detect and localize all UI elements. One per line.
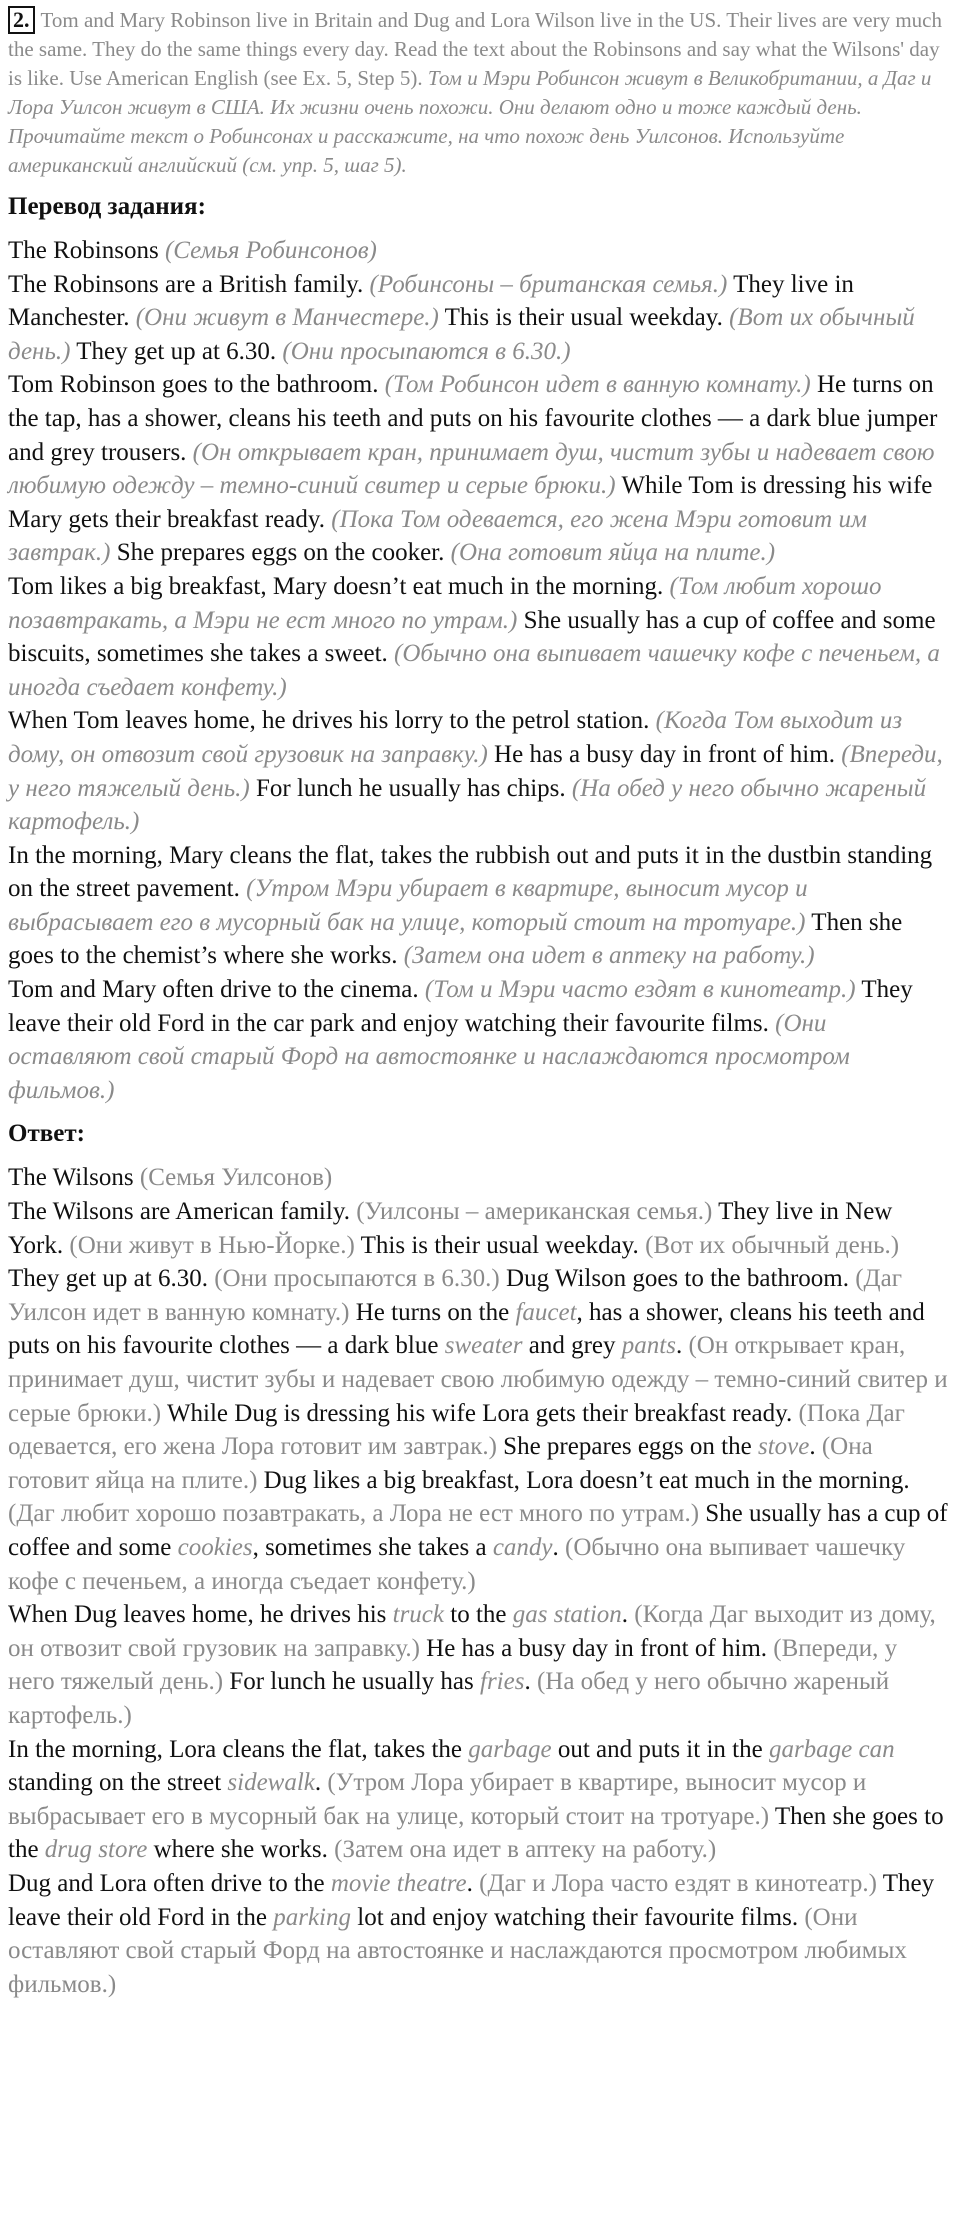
sentence-ru: (Утром Лора убирает в квартире, выносит мусор и выбрасывает его в мусорный бак на улице, который стоит на тротуаре.) xyxy=(8,1769,867,1830)
sentence-en: She prepares eggs on the xyxy=(496,1433,758,1461)
american-term: fries xyxy=(480,1668,525,1696)
sentence-en: . xyxy=(466,1869,480,1897)
sentence-ru: (Даг и Лора часто ездят в кинотеатр.) xyxy=(479,1869,877,1897)
translation-paragraph-5 xyxy=(8,839,948,973)
task-number: 2. xyxy=(8,6,35,34)
sentence-en: Tom Robinson goes to the bathroom. xyxy=(8,371,385,399)
sentence-en: , sometimes she takes a xyxy=(252,1533,493,1561)
sentence-ru: (Она готовит яйца на плите.) xyxy=(8,1433,873,1494)
translation-title xyxy=(8,234,948,268)
sentence-ru: (Они оставляют свой старый Форд на автостоянке и наслаждаются просмотром фильмов.) xyxy=(8,1009,850,1104)
answer-title xyxy=(8,1161,948,1195)
sentence-ru: (Даг любит хорошо позавтракать, а Лора не ест много по утрам.) xyxy=(8,1500,700,1528)
sentence-en: The Wilsons are American family. xyxy=(8,1198,357,1226)
sentence-en: where she works. xyxy=(147,1836,335,1864)
sentence-en: to the xyxy=(444,1601,513,1629)
answer-paragraph-2 xyxy=(8,1598,948,1732)
sentence-en: lot and enjoy watching their favourite films. xyxy=(351,1903,805,1931)
sentence-en: . xyxy=(552,1533,566,1561)
sentence-ru: (Обычно она выпивает чашечку кофе с печеньем, а иногда съедает конфету.) xyxy=(8,640,940,701)
answer-paragraph-3 xyxy=(8,1733,948,1867)
sentence-en: standing on the street xyxy=(8,1769,228,1797)
sentence-ru: (Они живут в Нью-Йорке.) xyxy=(69,1231,355,1259)
sentence-en: Dug Wilson goes to the bathroom. xyxy=(499,1265,856,1293)
sentence-ru: (Они оставляют свой старый Форд на автостоянке и наслаждаются просмотром любимых фильмов.) xyxy=(8,1903,907,1998)
sentence-en: . xyxy=(524,1668,537,1696)
sentence-ru: (Вот их обычный день.) xyxy=(645,1231,900,1259)
task-instruction-en: Tom and Mary Robinson live in Britain and Dug and Lora Wilson live in the US. Their lives are very much the same. They do the same things every day. Read the text about the Robinsons and say what the Wilsons' day is like. Use American English (see Ex. 5, Step 5). xyxy=(8,8,942,90)
sentence-ru: (На обед у него обычно жареный картофель.) xyxy=(8,1668,890,1729)
american-term: faucet xyxy=(515,1298,577,1326)
translation-title-ru: (Семья Робинсонов) xyxy=(164,237,377,264)
task-instruction-ru: Том и Мэри Робинсон живут в Великобритании, а Даг и Лора Уилсон живут в США. Их жизни очень похожи. Они делают одно и тоже каждый день. Прочитайте текст о Робинсонах и расскажите, на что похож день Уилсонов. Используйте американский английский (см. упр. 5, шаг 5). xyxy=(8,66,932,177)
sentence-ru: (Робинсоны – британская семья.) xyxy=(369,270,728,298)
sentence-ru: (Затем она идет в аптеку на работу.) xyxy=(403,942,815,970)
sentence-ru: (Затем она идет в аптеку на работу.) xyxy=(334,1836,717,1864)
translation-heading: Перевод задания: xyxy=(8,193,206,220)
sentence-ru: (Он открывает кран, принимает душ, чистит зубы и надевает свою любимую одежду – темно-синий свитер и серые брюки.) xyxy=(8,1332,948,1427)
sentence-en: He turns on the tap, has a shower, cleans his teeth and puts on his favourite clothes — a dark blue jumper and grey trousers. xyxy=(8,371,938,466)
translation-paragraph-6 xyxy=(8,973,948,1107)
sentence-ru: (Они живут в Манчестере.) xyxy=(135,304,439,332)
sentence-en: Then she goes to the chemist’s where she works. xyxy=(8,908,903,970)
sentence-ru: (Даг Уилсон идет в ванную комнату.) xyxy=(8,1265,902,1326)
sentence-en: He has a busy day in front of him. xyxy=(419,1634,774,1662)
american-term: truck xyxy=(392,1601,444,1629)
sentence-ru: (Том любит хорошо позавтракать, а Мэри не ест много по утрам.) xyxy=(8,572,882,634)
american-term: pants xyxy=(621,1332,676,1360)
sentence-en: out and puts it in the xyxy=(551,1735,769,1763)
answer-paragraph-1 xyxy=(8,1195,948,1598)
sentence-ru: (Вот их обычный день.) xyxy=(8,304,915,365)
sentence-ru: (Они просыпаются в 6.30.) xyxy=(214,1265,500,1293)
sentence-ru: (Уилсоны – американская семья.) xyxy=(356,1198,713,1226)
sentence-ru: (Обычно она выпивает чашечку кофе с печеньем, а иногда съедает конфету.) xyxy=(8,1533,906,1595)
sentence-en: She usually has a cup of coffee and some biscuits, sometimes she takes a sweet. xyxy=(8,606,936,668)
sentence-en: For lunch he usually has chips. xyxy=(249,774,572,802)
sentence-en: While Dug is dressing his wife Lora gets their breakfast ready. xyxy=(161,1399,799,1427)
american-term: sweater xyxy=(444,1332,523,1360)
american-term: garbage xyxy=(468,1735,552,1763)
sentence-en: When Dug leaves home, he drives his xyxy=(8,1601,393,1629)
translation-text xyxy=(8,234,948,1107)
sentence-en: Dug likes a big breakfast, Lora doesn’t eat much in the morning. xyxy=(257,1466,910,1494)
answer-title-ru: (Семья Уилсонов) xyxy=(139,1164,333,1192)
sentence-en: . xyxy=(675,1332,689,1360)
sentence-en: While Tom is dressing his wife Mary gets their breakfast ready. xyxy=(8,472,933,533)
sentence-ru: (Том и Мэри часто ездят в кинотеатр.) xyxy=(424,976,856,1004)
american-term: parking xyxy=(273,1903,351,1931)
sentence-ru: (Утром Мэри убирает в квартире, выносит мусор и выбрасывает его в мусорный бак на улице, который стоит на тротуаре.) xyxy=(8,875,808,936)
sentence-ru: (Впереди, у него тяжелый день.) xyxy=(8,740,943,802)
translation-paragraph-1 xyxy=(8,268,948,369)
sentence-en: In the morning, Mary cleans the flat, takes the rubbish out and puts it in the dustbin standing on the street pavement. xyxy=(8,841,933,903)
sentence-en: They leave their old Ford in the car park and enjoy watching their favourite films. xyxy=(8,976,913,1037)
sentence-ru: (Пока Даг одевается, его жена Лора готовит им завтрак.) xyxy=(8,1399,905,1461)
sentence-en: Tom and Mary often drive to the cinema. xyxy=(8,976,425,1004)
sentence-en: They get up at 6.30. xyxy=(70,337,283,365)
sentence-en: She prepares eggs on the cooker. xyxy=(110,539,451,567)
sentence-ru: (Пока Том одевается, его жена Мэри готовит им завтрак.) xyxy=(8,505,867,567)
sentence-en: The Robinsons are a British family. xyxy=(8,270,370,298)
sentence-ru: (Когда Том выходит из дому, он отвозит свой грузовик на заправку.) xyxy=(8,707,903,768)
sentence-en: , has a shower, cleans his teeth and puts on his favourite clothes — a dark blue xyxy=(8,1298,925,1360)
sentence-ru: (Она готовит яйца на плите.) xyxy=(450,539,776,567)
sentence-ru: (Когда Даг выходит из дому, он отвозит свой грузовик на заправку.) xyxy=(8,1601,936,1662)
american-term: stove xyxy=(757,1433,810,1461)
sentence-en: She usually has a cup of coffee and some xyxy=(8,1500,948,1561)
translation-paragraph-3 xyxy=(8,570,948,704)
american-term: gas station xyxy=(512,1601,622,1629)
translation-title-en: The Robinsons xyxy=(8,237,159,264)
sentence-ru: (Том Робинсон идет в ванную комнату.) xyxy=(384,371,811,399)
american-term: garbage can xyxy=(768,1735,895,1763)
answer-heading: Ответ: xyxy=(8,1120,85,1148)
sentence-en: He has a busy day in front of him. xyxy=(487,740,842,768)
sentence-en: For lunch he usually has xyxy=(223,1668,480,1696)
sentence-en: They get up at 6.30. xyxy=(8,1265,215,1293)
sentence-en: . xyxy=(621,1601,635,1629)
sentence-en: In the morning, Lora cleans the flat, takes the xyxy=(8,1735,469,1763)
sentence-en: This is their usual weekday. xyxy=(354,1231,646,1259)
sentence-en: and grey xyxy=(522,1332,622,1360)
american-term: sidewalk xyxy=(227,1769,315,1797)
task-instruction xyxy=(8,6,948,180)
sentence-en: They leave their old Ford in the xyxy=(8,1869,935,1931)
sentence-en: He turns on the xyxy=(349,1298,516,1326)
sentence-en: Tom likes a big breakfast, Mary doesn’t eat much in the morning. xyxy=(8,572,670,600)
sentence-ru: (Впереди, у него тяжелый день.) xyxy=(8,1634,898,1696)
answer-text xyxy=(8,1161,948,2001)
sentence-en: . xyxy=(314,1769,328,1797)
sentence-en: This is their usual weekday. xyxy=(438,304,730,332)
sentence-en: When Tom leaves home, he drives his lorry to the petrol station. xyxy=(8,707,656,735)
american-term: movie theatre xyxy=(330,1869,467,1897)
american-term: drug store xyxy=(44,1836,148,1864)
answer-title-en: The Wilsons xyxy=(8,1164,134,1192)
translation-paragraph-2 xyxy=(8,368,948,570)
sentence-en: . xyxy=(809,1433,822,1461)
american-term: candy xyxy=(492,1533,553,1561)
sentence-en: They live in Manchester. xyxy=(8,270,854,332)
sentence-ru: (Он открывает кран, принимает душ, чистит зубы и надевает свою любимую одежду – темно-синий свитер и серые брюки.) xyxy=(8,438,935,500)
sentence-en: Then she goes to the xyxy=(8,1802,944,1864)
translation-paragraph-4 xyxy=(8,704,948,838)
sentence-ru: (Они просыпаются в 6.30.) xyxy=(282,337,571,365)
sentence-en: Dug and Lora often drive to the xyxy=(8,1869,331,1897)
american-term: cookies xyxy=(177,1533,253,1561)
answer-paragraph-4 xyxy=(8,1867,948,2001)
sentence-ru: (На обед у него обычно жареный картофель.) xyxy=(8,774,927,836)
sentence-en: They live in New York. xyxy=(8,1198,893,1259)
